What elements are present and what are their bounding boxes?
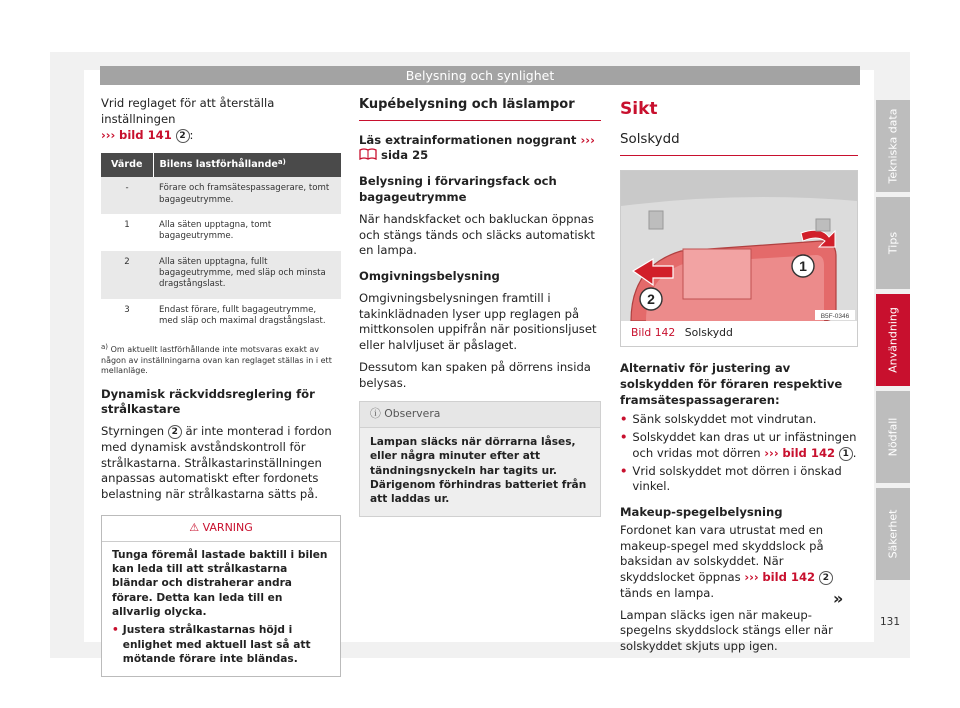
tab-anvandning[interactable] <box>876 294 910 386</box>
paragraph <box>101 424 341 503</box>
table-row <box>101 299 341 336</box>
table-cell-desc: Alla säten upptagna, tomt bagageutrymme. <box>153 214 341 251</box>
table-cell-value: 2 <box>101 251 153 299</box>
table-cell-desc: Endast förare, fullt bagageutrymme, med släp och maximal dragstångslast. <box>153 299 341 336</box>
paragraph: Lampan släcks igen när makeup-spegelns skyddslock stängs eller när solskyddet skjuts upp igen. <box>620 607 833 654</box>
section-subheading: Makeup-spegelbelysning <box>620 505 783 520</box>
callout-number: 2 <box>819 571 833 585</box>
extra-info-text: Läs extrainformationen noggrant <box>359 132 577 147</box>
footnote-marker: a) <box>277 158 286 167</box>
table-header-load-text: Bilens lastförhållande <box>159 159 278 171</box>
paragraph-text: Fordonet kan vara utrustat med en makeup-spegel med skyddslock på baksidan av solskyddet. När skyddslocket öppnas <box>620 522 824 585</box>
extra-info-line <box>359 133 601 165</box>
warning-title-text: VARNING <box>202 520 253 534</box>
paragraph: Omgivningsbelysningen framtill i takinklädnaden lyser upp reglagen på mittkonsolen uppifrån när positionsljuset eller halvljuset är påslaget. <box>359 290 597 353</box>
table-row <box>101 251 341 299</box>
chapter-header: Belysning och synlighet <box>100 66 860 85</box>
sun-visor-illustration <box>621 171 857 321</box>
warning-text: Tunga föremål lastade baktill i bilen kan leda till att strålkastarna bländar och distraherar andra förare. Detta kan leda till en allvarlig olycka. <box>112 548 328 619</box>
table-header-value: Värde <box>101 153 153 177</box>
column-left <box>101 96 341 677</box>
continue-icon: » <box>833 589 844 608</box>
section-subheading: Belysning i förvaringsfack och bagageutrymme <box>359 174 557 204</box>
paragraph-text: tänds en lampa. <box>620 585 715 600</box>
table-cell-desc: Alla säten upptagna, fullt bagageutrymme, med släp och minsta dragstångslast. <box>153 251 341 299</box>
tab-nodfall[interactable] <box>876 391 910 483</box>
paragraph: När handskfacket och bakluckan öppnas och stängs tänds och släcks automatiskt en lampa. <box>359 211 595 258</box>
callout-number: 2 <box>176 129 190 143</box>
figure-link[interactable]: bild 142 <box>762 570 816 585</box>
table-cell-desc: Förare och framsätespassagerare, tomt bagageutrymme. <box>153 177 341 214</box>
warning-triangle-icon: ⚠ <box>189 520 200 534</box>
table-header-load <box>153 153 341 177</box>
page-link[interactable]: sida 25 <box>381 148 429 163</box>
list-item-text: Vrid solskyddet mot dörren i önskad vinkel. <box>632 463 842 494</box>
warning-title <box>102 516 340 542</box>
tab-label: Användning <box>886 307 900 373</box>
figure-callout-2: 2 <box>647 291 655 308</box>
figure-callout-1: 1 <box>799 258 807 275</box>
figure-link[interactable]: bild 142 <box>782 445 836 460</box>
warning-bullet <box>112 623 330 666</box>
bullet-icon: • <box>620 412 628 427</box>
figure-link[interactable]: bild 141 <box>119 127 172 142</box>
list-item <box>620 412 858 428</box>
chapter-title: Sikt <box>620 99 658 119</box>
footnote-marker: a) <box>101 343 109 352</box>
note-title <box>360 402 600 428</box>
paragraph-text: Styrningen <box>101 424 165 439</box>
colon: : <box>189 127 194 142</box>
tab-label: Säkerhet <box>886 509 900 559</box>
period: . <box>852 445 857 460</box>
figure-code: B5F-0346 <box>820 313 850 321</box>
section-subheading: Omgivningsbelysning <box>359 269 500 284</box>
tab-label: Tips <box>886 231 900 255</box>
page-number: 131 <box>880 616 901 628</box>
section-title: Kupébelysning och läslampor <box>359 96 601 121</box>
list-item-text-part: Solskyddet kan dras ut ur infästningen och vridas mot dörren <box>632 430 857 460</box>
warning-bullet-text: Justera strålkastarnas höjd i enlighet med aktuell last så att mötande förare inte bländas. <box>122 624 311 665</box>
table-cell-value: - <box>101 177 153 214</box>
figure-caption-text: Solskydd <box>684 326 733 340</box>
info-icon: ⓘ <box>370 407 381 421</box>
note-box <box>359 401 601 516</box>
ref-arrow: ››› <box>764 445 779 460</box>
figure-label: Bild 142 <box>631 326 676 340</box>
intro-text: Vrid reglaget för att återställa inställningen <box>101 96 275 126</box>
ref-arrow: ››› <box>580 132 595 147</box>
warning-body <box>102 542 340 676</box>
note-body: Lampan släcks när dörrarna låses, eller några minuter efter att tändningsnyckeln har tagits ur. Därigenom förhindras batteriet från att laddas ur. <box>370 436 587 506</box>
load-table <box>101 153 341 335</box>
bullet-icon: • <box>620 430 628 445</box>
section-title: Solskydd <box>620 131 858 156</box>
callout-number: 1 <box>839 447 853 461</box>
footnote-text: Om aktuellt lastförhållande inte motsvaras exakt av någon av inställningarna ovan kan reglaget ställas in i ett mellanläge. <box>101 345 332 376</box>
side-tabs <box>876 100 910 585</box>
column-middle <box>359 96 601 517</box>
paragraph: Dessutom kan spaken på dörrens insida belysas. <box>359 359 591 390</box>
tab-tekniska-data[interactable] <box>876 100 910 192</box>
paragraph <box>620 523 858 602</box>
bullet-icon: • <box>112 624 119 637</box>
table-footnote <box>101 343 341 376</box>
list-item <box>620 430 858 462</box>
table-cell-value: 3 <box>101 299 153 336</box>
bullet-list <box>620 412 858 495</box>
tab-sakerhet[interactable] <box>876 488 910 580</box>
list-item-text <box>632 430 858 462</box>
ref-arrow: ››› <box>744 570 759 585</box>
tab-tips[interactable] <box>876 197 910 289</box>
list-item-text: Sänk solskyddet mot vindrutan. <box>632 412 817 427</box>
section-subheading: Alternativ för justering av solskydden för föraren respektive framsätespassageraren: <box>620 361 843 407</box>
table-cell-value: 1 <box>101 214 153 251</box>
column-right <box>620 96 858 655</box>
table-row <box>101 214 341 251</box>
paragraph-text: är inte monterad i fordon med dynamisk avståndskontroll för strålkastarna. Strålkastarinställningen anpassas automatiskt efter fordonets belastning när strålkastarna sätts på. <box>101 424 332 502</box>
intro-paragraph <box>101 96 341 143</box>
table-row <box>101 177 341 214</box>
book-icon <box>359 148 377 160</box>
callout-number: 2 <box>168 425 182 439</box>
tab-label: Nödfall <box>886 417 900 457</box>
ref-arrow: ››› <box>101 127 116 142</box>
figure-142 <box>620 170 858 347</box>
list-item <box>620 464 858 496</box>
bullet-icon: • <box>620 463 628 478</box>
sun-visor-drawing <box>621 171 857 321</box>
section-subheading: Dynamisk räckviddsreglering för strålkastare <box>101 386 315 417</box>
note-title-text: Observera <box>384 407 441 421</box>
figure-caption <box>621 321 857 346</box>
tab-label: Tekniska data <box>886 108 900 184</box>
warning-box <box>101 515 341 677</box>
